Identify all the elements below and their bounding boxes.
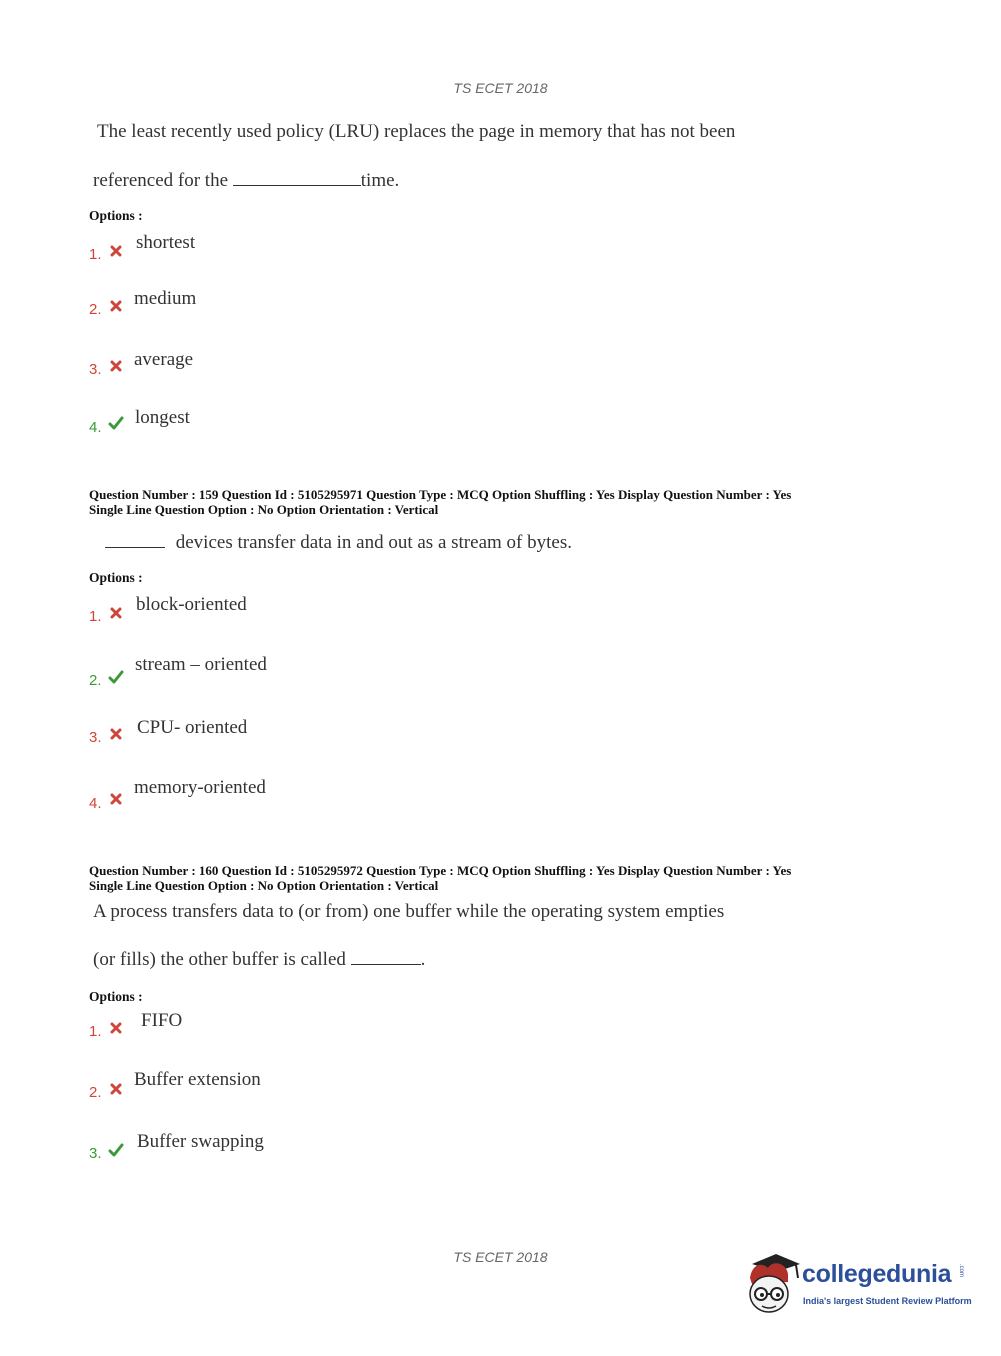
question-meta: Question Number : 160 Question Id : 5105295972 Question Type : MCQ Option Shuffling : Yes Display Question Number : Yes Single Line Question Option : No Option Orientation : Vertical [89, 863, 792, 893]
checkmark-icon [108, 415, 124, 431]
cross-icon [108, 243, 124, 259]
options-label: Options : [89, 989, 143, 1004]
cross-icon [108, 605, 124, 621]
option-number: 3. [89, 361, 102, 378]
option-text: CPU- oriented [137, 717, 248, 738]
option-item [89, 1069, 489, 1109]
question-text-line: devices transfer data in and out as a stream of bytes. [105, 531, 572, 554]
option-text: Buffer swapping [137, 1131, 264, 1152]
option-number: 1. [89, 1023, 102, 1040]
cross-icon [108, 358, 124, 374]
option-text: medium [134, 288, 197, 309]
cross-icon [108, 726, 124, 742]
option-item [89, 288, 489, 328]
question-text-line: The least recently used policy (LRU) replaces the page in memory that has not been [97, 121, 736, 142]
option-text: shortest [136, 232, 196, 253]
collegedunia-logo [742, 1250, 972, 1320]
checkmark-icon [108, 669, 124, 685]
question-text-line: (or fills) the other buffer is called . [93, 949, 426, 970]
cross-icon [108, 791, 124, 807]
options-label: Options : [89, 570, 143, 585]
option-item [89, 349, 489, 389]
answer-blank [351, 948, 421, 965]
option-item [89, 654, 489, 694]
option-number: 1. [89, 608, 102, 625]
logo-tagline: India's largest Student Review Platform [803, 1296, 972, 1306]
option-item [89, 1131, 489, 1171]
option-text: longest [135, 407, 190, 428]
option-number: 2. [89, 1084, 102, 1101]
option-text: FIFO [141, 1010, 183, 1031]
option-item [89, 594, 489, 634]
option-item [89, 717, 489, 757]
checkmark-icon [108, 1142, 124, 1158]
option-item [89, 1010, 489, 1050]
question-text-line: referenced for the time. [93, 170, 400, 191]
cross-icon [108, 298, 124, 314]
cross-icon [108, 1020, 124, 1036]
option-text: stream – oriented [135, 654, 267, 675]
option-item [89, 232, 489, 272]
option-number: 3. [89, 1145, 102, 1162]
question-meta: Question Number : 159 Question Id : 5105295971 Question Type : MCQ Option Shuffling : Yes Display Question Number : Yes Single Line Question Option : No Option Orientation : Vertical [89, 487, 792, 517]
option-number: 4. [89, 419, 102, 436]
mascot-icon [742, 1250, 802, 1320]
option-text: average [134, 349, 194, 370]
option-number: 2. [89, 301, 102, 318]
page-footer: TS ECET 2018 [453, 1249, 548, 1265]
cross-icon [108, 1081, 124, 1097]
option-text: Buffer extension [134, 1069, 261, 1090]
option-text: block-oriented [136, 594, 247, 615]
option-item [89, 777, 489, 817]
logo-wordmark: collegedunia [802, 1260, 952, 1288]
option-number: 1. [89, 246, 102, 263]
option-number: 2. [89, 672, 102, 689]
page-header: TS ECET 2018 [453, 80, 548, 96]
option-number: 3. [89, 729, 102, 746]
answer-blank [233, 169, 361, 186]
options-label: Options : [89, 208, 143, 223]
option-text: memory-oriented [134, 777, 266, 798]
question-text-line: A process transfers data to (or from) one buffer while the operating system empties [93, 901, 725, 922]
logo-suffix: .com [958, 1264, 964, 1278]
option-item [89, 407, 489, 447]
option-number: 4. [89, 795, 102, 812]
answer-blank [105, 531, 165, 548]
